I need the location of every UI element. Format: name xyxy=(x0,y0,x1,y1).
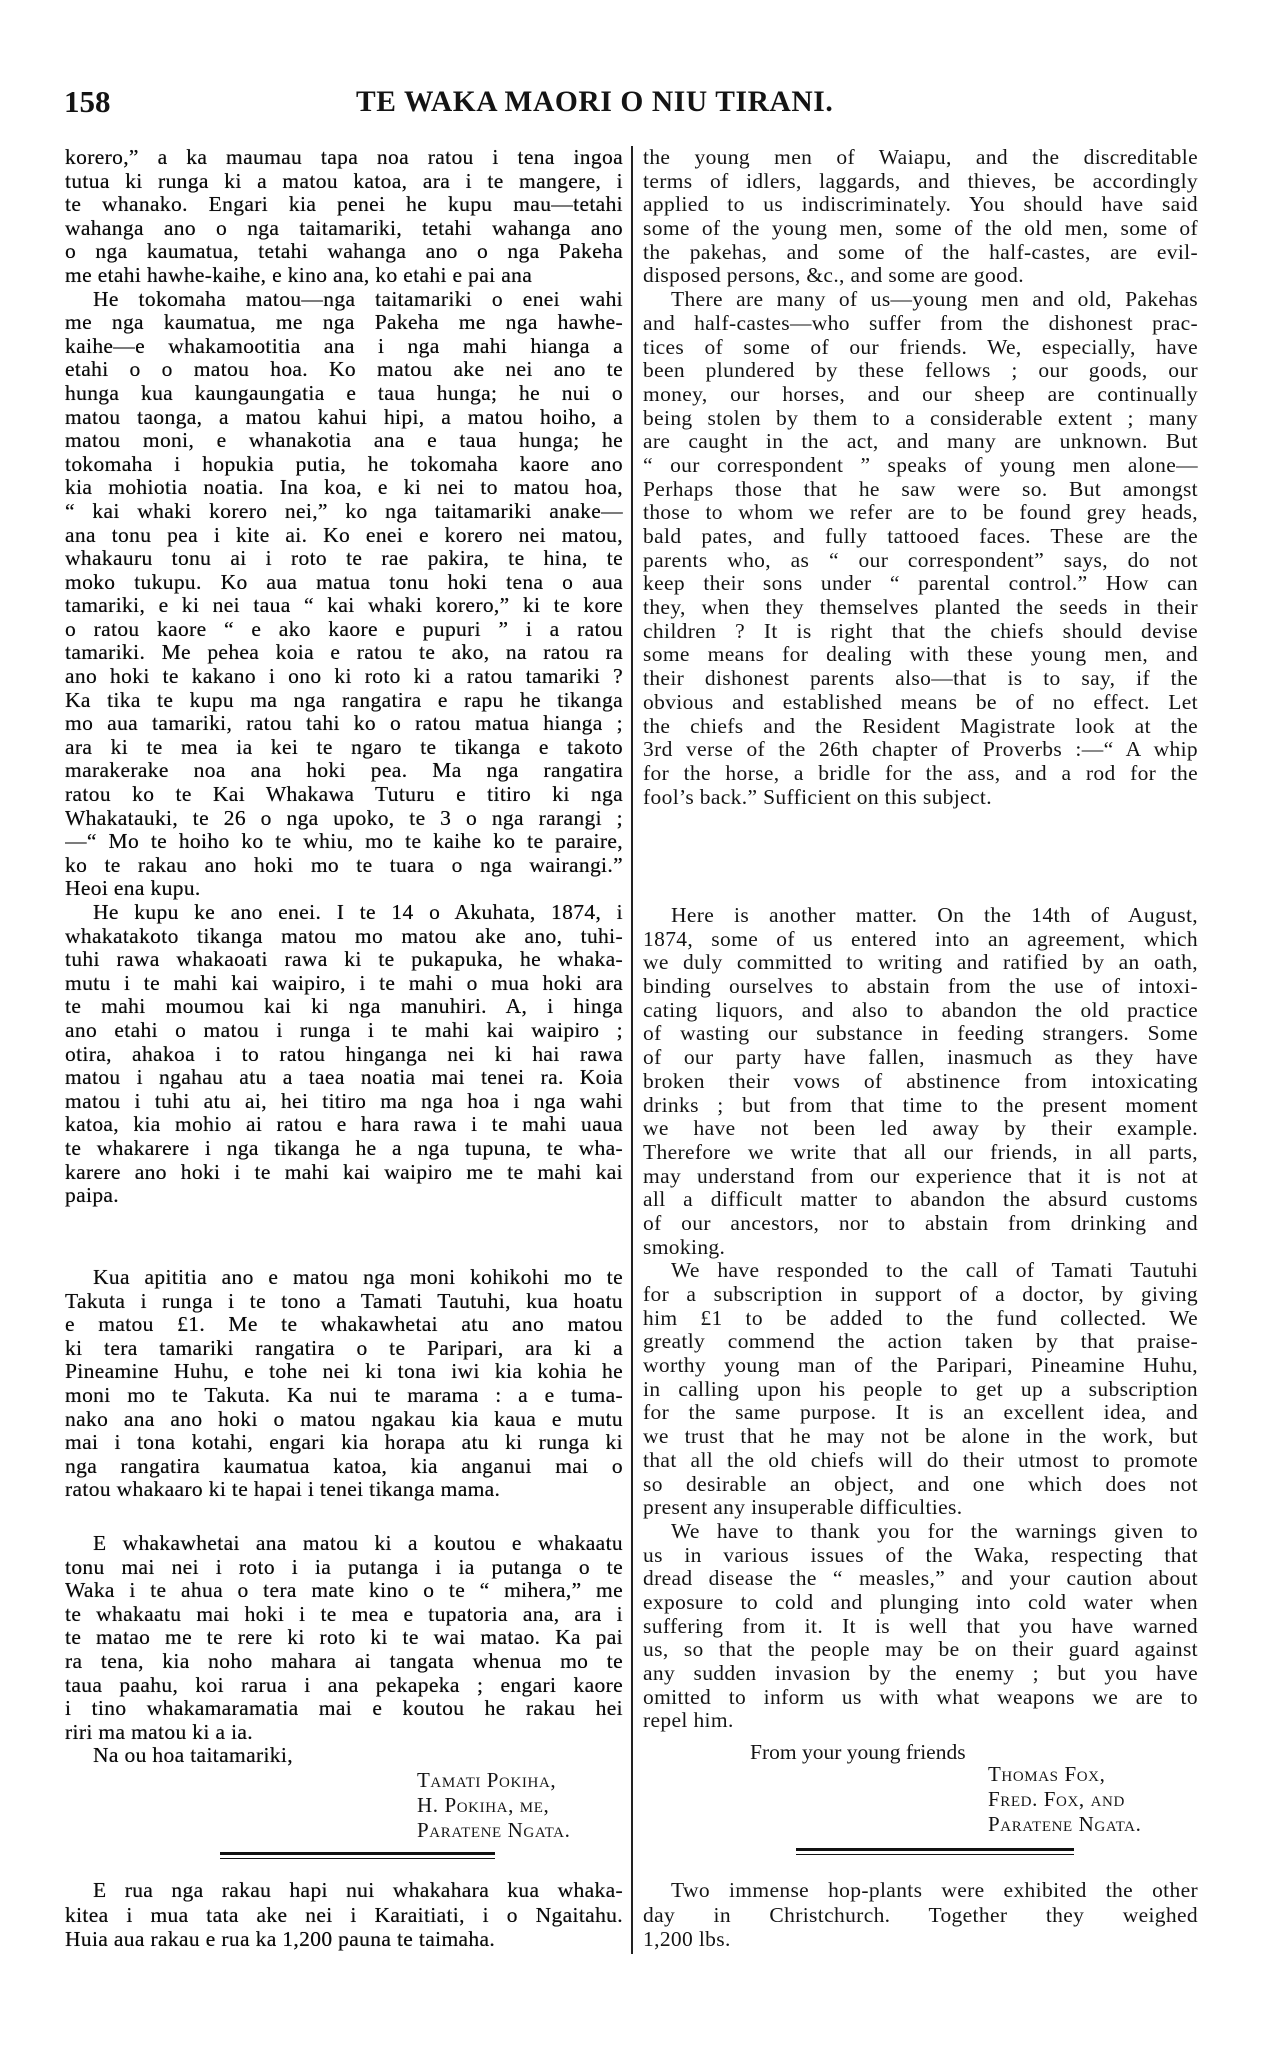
text-line: for the horse, a bridle for the ass, and a rod for the xyxy=(643,761,1198,785)
text-line: dread disease the “ measles,” and your caution about xyxy=(643,1567,1198,1591)
text-line: Ka tika te kupu ma nga rangatira e rapu he tikanga xyxy=(65,688,623,712)
text-line: Heoi ena kupu. xyxy=(65,877,201,901)
paragraph xyxy=(65,146,623,288)
text-line: him £1 to be added to the fund collected. We xyxy=(643,1306,1198,1330)
section-rule xyxy=(220,1852,495,1862)
maori-doctor-subscription-paragraph xyxy=(65,1266,623,1502)
paragraph xyxy=(643,1520,1198,1733)
text-line: whakatakoto tikanga matou mo matou ake ano, tuhi- xyxy=(65,924,623,948)
section-rule xyxy=(796,1848,1074,1858)
text-line: us, so that the people may be on their guard against xyxy=(643,1638,1198,1662)
text-line: those to whom we refer are to be found grey heads, xyxy=(643,501,1198,525)
text-line: Pineamine Huhu, e tohe nei ki tona iwi kia kohia he xyxy=(65,1360,623,1384)
text-line: kia mohiotia noatia. Ina koa, e ki nei to matou hoa, xyxy=(65,476,623,500)
maori-signatures xyxy=(417,1768,570,1843)
text-line: riri ma matou ki a ia. xyxy=(65,1720,254,1744)
text-line: broken their vows of abstinence from intoxicating xyxy=(643,1069,1198,1093)
text-line: suffering from it. It is well that you have warned xyxy=(643,1614,1198,1638)
letter-closing: From your young friends xyxy=(750,1740,966,1764)
text-line: their dishonest parents also—that is to say, if the xyxy=(643,667,1198,691)
text-line: ratou ko te Kai Whakawa Tuturu e titiro ki nga xyxy=(65,783,623,807)
text-line: 3rd verse of the 26th chapter of Proverbs :—“ A whip xyxy=(643,738,1198,762)
text-line: been plundered by these fellows ; our goods, our xyxy=(643,359,1198,383)
text-line: 1874, some of us entered into an agreement, which xyxy=(643,927,1198,951)
text-line: may understand from our experience that it is not at xyxy=(643,1164,1198,1188)
english-abstinence-section xyxy=(643,904,1198,1733)
text-line: Perhaps those that he saw were so. But amongst xyxy=(643,477,1198,501)
paragraph xyxy=(643,1259,1198,1520)
text-line: the pakehas, and some of the half-castes, are evil- xyxy=(643,240,1198,264)
paragraph xyxy=(65,1532,623,1744)
text-line: of our party have fallen, inasmuch as they have xyxy=(643,1046,1198,1070)
text-line: te whakarere i nga tikanga he a nga tupuna, te wha- xyxy=(65,1136,623,1160)
text-line: present any insuperable difficulties. xyxy=(643,1496,963,1520)
text-line: binding ourselves to abstain from the use of intoxi- xyxy=(643,975,1198,999)
english-signatures xyxy=(988,1762,1141,1837)
text-line: otira, ahakoa i to ratou hinganga nei ki hai rawa xyxy=(65,1042,623,1066)
text-line: korero,” a ka maumau tapa noa ratou i tena ingoa xyxy=(65,146,623,169)
text-line: some of the young men, some of the old men, some of xyxy=(643,217,1198,241)
text-line: greatly commend the action taken by that praise- xyxy=(643,1330,1198,1354)
text-line: matou i ngahau atu a taea noatia mai tenei ra. Koia xyxy=(65,1066,623,1090)
text-line: the chiefs and the Resident Magistrate look at the xyxy=(643,714,1198,738)
text-line: tamariki. Me pehea koia e ratou te ako, na ratou ra xyxy=(65,641,623,665)
text-line: any sudden invasion by the enemy ; but you have xyxy=(643,1662,1198,1685)
text-line: the young men of Waiapu, and the discreditable xyxy=(643,146,1198,169)
paragraph xyxy=(65,1266,623,1502)
text-line: tices of some of our friends. We, especially, have xyxy=(643,335,1198,359)
newspaper-title: TE WAKA MAORI O NIU TIRANI. xyxy=(356,86,834,118)
text-line: matou i tuhi atu ai, hei titiro ma nga hoa i nga wahi xyxy=(65,1089,623,1113)
text-line: Waka i te ahua o tera mate kino o te “ mihera,” me xyxy=(65,1579,623,1603)
text-line: He kupu ke ano enei. I te 14 o Akuhata, 1874, i xyxy=(93,901,623,924)
text-line: E rua nga rakau hapi nui whakahara kua whaka- xyxy=(93,1878,623,1902)
text-line: that all the old chiefs will do their utmost to promote xyxy=(643,1448,1198,1472)
text-line: “ kai whaki korero nei,” ko nga taitamariki anake— xyxy=(65,499,623,523)
text-line: taua paahu, koi rarua i ana pekapeka ; engari kaore xyxy=(65,1673,623,1697)
text-line: nga rangatira kaumatua katoa, kia anganui mai o xyxy=(65,1454,623,1478)
text-line: moko tukupu. Ko aua matua tonu hoki tena o aua xyxy=(65,570,623,594)
text-line: obvious and established means be of no effect. Let xyxy=(643,690,1198,714)
text-line: hunga kua kaungaungatia e taua hunga; he nui o xyxy=(65,381,623,405)
signature-line: Thomas Fox, xyxy=(988,1762,1106,1786)
text-line: —“ Mo te hoiho ko te whiu, mo te kaihe ko te paraire, xyxy=(65,830,623,854)
paragraph xyxy=(643,1878,1198,1952)
text-line: me etahi hawhe-kaihe, e kino ana, ko etahi e pai ana xyxy=(65,263,533,287)
paragraph xyxy=(65,1878,623,1952)
text-line: we trust that he may not be alone in the work, but xyxy=(643,1425,1198,1449)
text-line: mai i tona kotahi, engari kia horapa atu ki runga ki xyxy=(65,1431,623,1455)
signature-line: H. Pokiha, me, xyxy=(417,1793,550,1817)
text-line: e matou £1. Me te whakawhetai atu ano matou xyxy=(65,1313,623,1337)
text-line: katoa, kia mohio ai ratou e hara rawa i te mahi uaua xyxy=(65,1113,623,1137)
text-line: kaihe—e whakamootitia ana i nga mahi hianga a xyxy=(65,334,623,358)
text-line: Two immense hop-plants were exhibited the other xyxy=(671,1878,1198,1902)
text-line: Huia aua rakau e rua ka 1,200 pauna te taimaha. xyxy=(65,1927,496,1951)
text-line: of wasting our substance in feeding strangers. Some xyxy=(643,1022,1198,1046)
text-line: ara ki te mea ia kei te ngaro te tikanga e takoto xyxy=(65,735,623,759)
text-line: ana tonu pea i kite ai. Ko enei e korero nei matou, xyxy=(65,523,623,547)
text-line: cating liquors, and also to abandon the old practice xyxy=(643,998,1198,1022)
text-line: exposure to cold and plunging into cold water when xyxy=(643,1590,1198,1614)
text-line: for a subscription in support of a doctor, by giving xyxy=(643,1283,1198,1306)
text-line: some means for dealing with these young men, and xyxy=(643,643,1198,667)
text-line: we duly committed to writing and ratified by an oath, xyxy=(643,951,1198,975)
text-line: us in various issues of the Waka, respecting that xyxy=(643,1543,1198,1567)
text-line: 1,200 lbs. xyxy=(643,1927,731,1951)
text-line: being stolen by them to a considerable extent ; many xyxy=(643,406,1198,430)
text-line: We have responded to the call of Tamati Tautuhi xyxy=(671,1259,1198,1283)
signature-line: Paratene Ngata. xyxy=(417,1818,571,1842)
text-line: keep their sons under “ parental control.” How can xyxy=(643,572,1198,596)
text-line: te whakaatu mai hoki i te mea e tupatoria ana, ara i xyxy=(65,1602,623,1626)
text-line: in calling upon his people to get up a subscription xyxy=(643,1377,1198,1401)
text-line: ano hoki te kakano i ono ki roto ki a ratou tamariki ? xyxy=(65,665,623,689)
english-hop-plants-item xyxy=(643,1878,1198,1952)
text-line: all a difficult matter to abandon the absurd customs xyxy=(643,1188,1198,1212)
text-line: tutua ki runga ki a matou katoa, ara i te mangere, i xyxy=(65,169,623,193)
text-line: ratou whakaaro ki te hapai i tenei tikanga mama. xyxy=(65,1478,501,1502)
text-line: tonu mai nei i roto i ia putanga i ia putanga o te xyxy=(65,1555,623,1579)
paragraph xyxy=(65,288,623,901)
text-line: ki tera tamariki rangatira o te Paripari, ara ki a xyxy=(65,1336,623,1360)
text-line: day in Christchurch. Together they weighed xyxy=(643,1902,1198,1927)
text-line: Therefore we write that all our friends, in all parts, xyxy=(643,1140,1198,1164)
paragraph xyxy=(643,146,1198,288)
text-line: wahanga ano o nga taitamariki, tetahi wahanga ano xyxy=(65,216,623,240)
paragraph xyxy=(65,901,623,1208)
text-line: Takuta i runga i te tono a Tamati Tautuhi, kua hoatu xyxy=(65,1289,623,1313)
text-line: whakauru tonu ai i roto te rae pakira, te hina, te xyxy=(65,547,623,571)
text-line: te whanako. Engari kia penei he kupu mau—tetahi xyxy=(65,193,623,217)
text-line: disposed persons, &c., and some are good. xyxy=(643,264,1024,288)
text-line: mo aua tamariki, ratou tahi ko o ratou matua hianga ; xyxy=(65,712,623,736)
text-line: nako ana ano hoki o matou ngakau kia kaua e mutu xyxy=(65,1407,623,1431)
text-line: and half-castes—who suffer from the dishonest prac- xyxy=(643,311,1198,335)
text-line: te matao me te rere ki roto ki te wai matao. Ka pai xyxy=(65,1626,623,1650)
text-line: o nga kaumatua, tetahi wahanga ano o nga Pakeha xyxy=(65,240,623,264)
text-line: money, our horses, and our sheep are continually xyxy=(643,382,1198,406)
paragraph xyxy=(65,1744,623,1768)
text-line: etahi o o matou hoa. Ko matou ake nei ano te xyxy=(65,358,623,382)
text-line: mutu i te mahi kai waipiro, i te mahi o mua hoki ara xyxy=(65,971,623,995)
text-line: There are many of us—young men and old, Pakehas xyxy=(671,288,1198,312)
text-line: tokomaha i hopukia putia, he tokomaha kaore ano xyxy=(65,452,623,476)
text-line: ano etahi o matou i runga i te mahi kai waipiro ; xyxy=(65,1018,623,1042)
text-line: drinks ; but from that time to the present moment xyxy=(643,1093,1198,1117)
text-line: parents who, as “ our correspondent” says, do not xyxy=(643,548,1198,572)
text-line: paipa. xyxy=(65,1184,120,1208)
text-line: Here is another matter. On the 14th of August, xyxy=(671,904,1198,927)
text-line: matou moni, e whanakotia ana e taua hunga; he xyxy=(65,429,623,453)
text-line: we have not been led away by their example. xyxy=(643,1117,1198,1141)
paragraph xyxy=(643,904,1198,1259)
text-line: smoking. xyxy=(643,1235,726,1259)
text-line: Whakatauki, te 26 o nga upoko, te 3 o nga rarangi ; xyxy=(65,806,623,830)
text-line: Na ou hoa taitamariki, xyxy=(93,1744,293,1768)
text-line: We have to thank you for the warnings given to xyxy=(671,1519,1198,1543)
text-line: omitted to inform us with what weapons we are to xyxy=(643,1685,1198,1709)
text-line: children ? It is right that the chiefs should devise xyxy=(643,619,1198,643)
text-line: te mahi moumou kai ki nga manuhiri. A, i hinga xyxy=(65,995,623,1019)
text-line: E whakawhetai ana matou ki a koutou e whakaatu xyxy=(93,1532,623,1555)
text-line: applied to us indiscriminately. You should have said xyxy=(643,193,1198,217)
page-number: 158 xyxy=(64,84,111,119)
text-line: o ratou kaore “ e ako kaore e pupuri ” i a ratou xyxy=(65,617,623,641)
text-line: tamariki, e ki nei taua “ kai whaki korero,” ki te kore xyxy=(65,594,623,618)
text-line: moni mo te Takuta. Ka nui te marama : a e tuma- xyxy=(65,1383,623,1407)
text-line: matou taonga, a matou kahui hipi, a matou hoiho, a xyxy=(65,405,623,429)
text-line: repel him. xyxy=(643,1709,734,1733)
text-line: Kua apititia ano e matou nga moni kohikohi mo te xyxy=(93,1266,623,1289)
text-line: karere ano hoki i te mahi kai waipiro me te mahi kai xyxy=(65,1160,623,1184)
text-line: they, when they themselves planted the seeds in their xyxy=(643,596,1198,620)
text-line: worthy young man of the Paripari, Pineamine Huhu, xyxy=(643,1354,1198,1378)
text-line: me nga kaumatua, me nga Pakeha me nga hawhe- xyxy=(65,311,623,335)
text-line: He tokomaha matou—nga taitamariki o enei wahi xyxy=(93,287,623,311)
maori-hop-plants-item xyxy=(65,1878,623,1952)
text-line: ko te rakau ano hoki mo te tuara o nga wairangi.” xyxy=(65,853,623,877)
text-line: bald pates, and fully tattooed faces. These are the xyxy=(643,525,1198,548)
text-line: for the same purpose. It is an excellent idea, and xyxy=(643,1401,1198,1425)
signature-line: Tamati Pokiha, xyxy=(417,1768,557,1792)
maori-letter-continued xyxy=(65,146,623,1208)
text-line: tuhi rawa whakaoati rawa ki te pukapuka, he whaka- xyxy=(65,948,623,972)
text-line: of our ancestors, nor to abstain from drinking and xyxy=(643,1211,1198,1235)
text-line: kitea i mua tata ake nei i Karaitiati, i o Ngaitahu. xyxy=(65,1902,623,1927)
maori-measles-paragraph xyxy=(65,1532,623,1768)
text-line: terms of idlers, laggards, and thieves, be accordingly xyxy=(643,169,1198,193)
english-letter-continued xyxy=(643,146,1198,809)
text-line: fool’s back.” Sufficient on this subject. xyxy=(643,785,992,809)
text-line: are caught in the act, and many are unknown. But xyxy=(643,430,1198,454)
paragraph xyxy=(643,288,1198,809)
text-line: i tino whakamaramatia mai e koutou he rakau hei xyxy=(65,1697,623,1721)
text-line: “ our correspondent ” speaks of young men alone— xyxy=(643,453,1198,477)
column-divider xyxy=(631,146,633,1954)
text-line: marakerake noa ana hoki pea. Ma nga rangatira xyxy=(65,759,623,783)
text-line: ra tena, kia noho mahara ai tangata whenua mo te xyxy=(65,1649,623,1673)
text-line: so desirable an object, and one which does not xyxy=(643,1472,1198,1496)
signature-line: Paratene Ngata. xyxy=(988,1812,1142,1836)
signature-line: Fred. Fox, and xyxy=(988,1787,1125,1811)
